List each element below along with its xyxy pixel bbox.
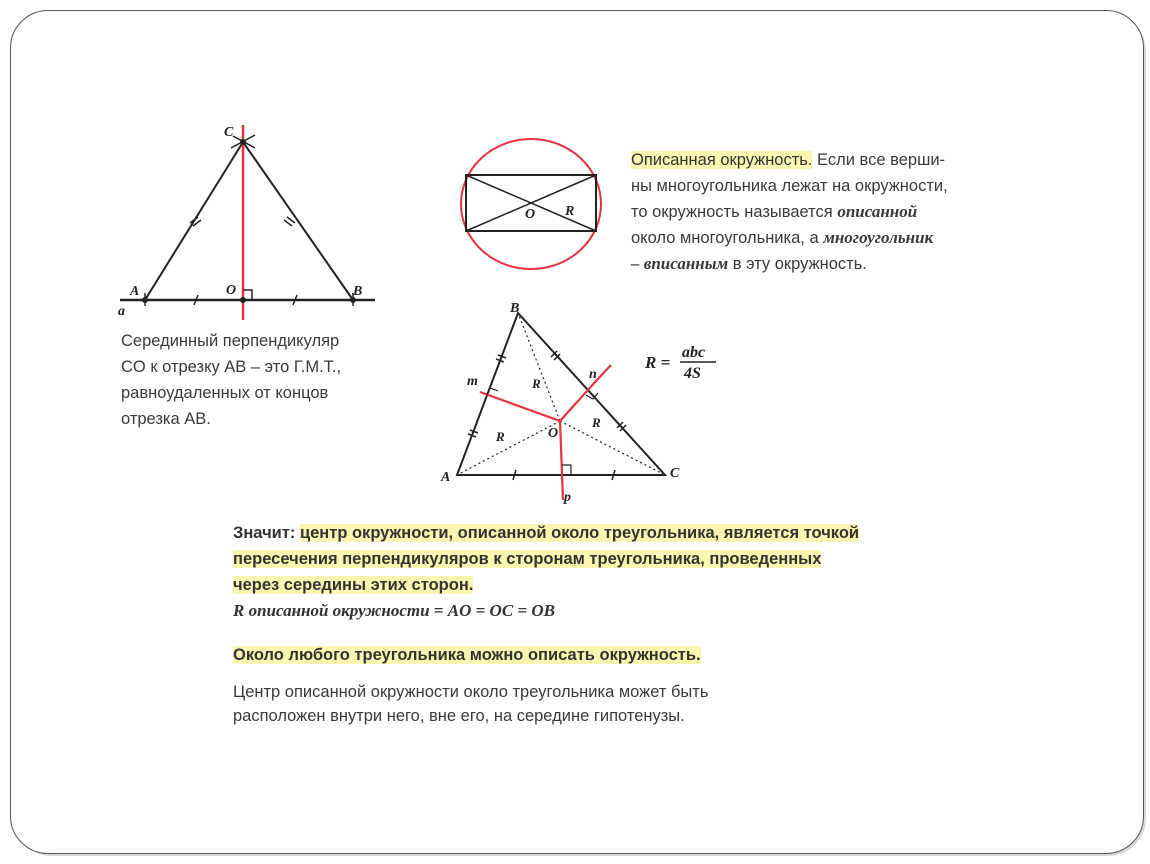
- label-b: B: [353, 284, 363, 299]
- caption-line: Серединный перпендикуляр: [121, 332, 340, 350]
- label-c: C: [224, 125, 234, 140]
- caption-line: равноудаленных от концов: [121, 384, 329, 402]
- italic-term: описанной: [837, 202, 918, 221]
- label-m: m: [467, 374, 478, 389]
- term-highlight: Описанная окружность.: [631, 151, 813, 169]
- conclusion-prefix: Значит:: [233, 524, 300, 542]
- label-c: C: [670, 466, 680, 481]
- label-n: n: [589, 367, 597, 382]
- label-r: R: [592, 415, 601, 430]
- conclusion-highlight: через середины этих сторон.: [233, 576, 474, 594]
- label-r: R: [496, 429, 505, 444]
- label-r: R: [565, 204, 575, 219]
- bisector-n: [596, 365, 611, 381]
- bisector-m: [480, 392, 560, 421]
- formula-lhs: R =: [645, 353, 671, 372]
- label-o: O: [525, 207, 536, 222]
- statement-highlight: Около любого треугольника можно описать окружность.: [233, 646, 701, 664]
- note-line: расположен внутри него, вне его, на середине гипотенузы.: [233, 707, 685, 725]
- label-b: B: [510, 301, 520, 316]
- def-text: Если все верши-: [812, 151, 946, 169]
- label-p: p: [564, 490, 571, 505]
- note-line: Центр описанной окружности около треугольника может быть: [233, 683, 709, 701]
- radius-equality: R описанной окружности = AO = OC = OB: [233, 601, 555, 620]
- rectangle-circle-diagram: [455, 135, 615, 275]
- triangle-bisectors-diagram: [430, 295, 720, 515]
- perp-caption: [121, 328, 341, 432]
- def-text: то окружность называется: [631, 203, 838, 221]
- label-o: O: [226, 283, 237, 298]
- label-a-point: A: [130, 284, 140, 299]
- label-line-a: a: [118, 304, 125, 319]
- caption-line: отрезка AB.: [121, 410, 211, 428]
- label-o: O: [548, 426, 559, 441]
- conclusion-highlight: пересечения перпендикуляров к сторонам треугольника, проведенных: [233, 550, 822, 568]
- note: [233, 680, 708, 728]
- conclusion-block: [233, 520, 859, 624]
- italic-term: многоугольник: [823, 228, 934, 247]
- formula-numerator: abc: [682, 344, 706, 361]
- italic-term: – вписанным: [631, 254, 729, 273]
- caption-line: CO к отрезку AB – это Г.М.Т.,: [121, 358, 342, 376]
- def-text: в эту окружность.: [728, 255, 867, 273]
- formula-denominator: 4S: [684, 365, 701, 382]
- label-a: A: [441, 470, 451, 485]
- side-ac: [145, 142, 243, 300]
- bisector-p: [560, 421, 563, 500]
- circumscribed-circle: [461, 139, 601, 269]
- statement: [233, 642, 701, 668]
- def-text: около многоугольника, а: [631, 229, 824, 247]
- label-r: R: [532, 376, 541, 391]
- side-cb: [243, 142, 353, 300]
- perpendicular-bisector-diagram: [110, 120, 390, 320]
- radius-formula: [640, 340, 740, 390]
- conclusion-highlight: центр окружности, описанной около треугольника, является точкой: [299, 524, 860, 542]
- circumscribed-definition: [631, 147, 948, 277]
- def-line: ны многоугольника лежат на окружности,: [631, 177, 948, 195]
